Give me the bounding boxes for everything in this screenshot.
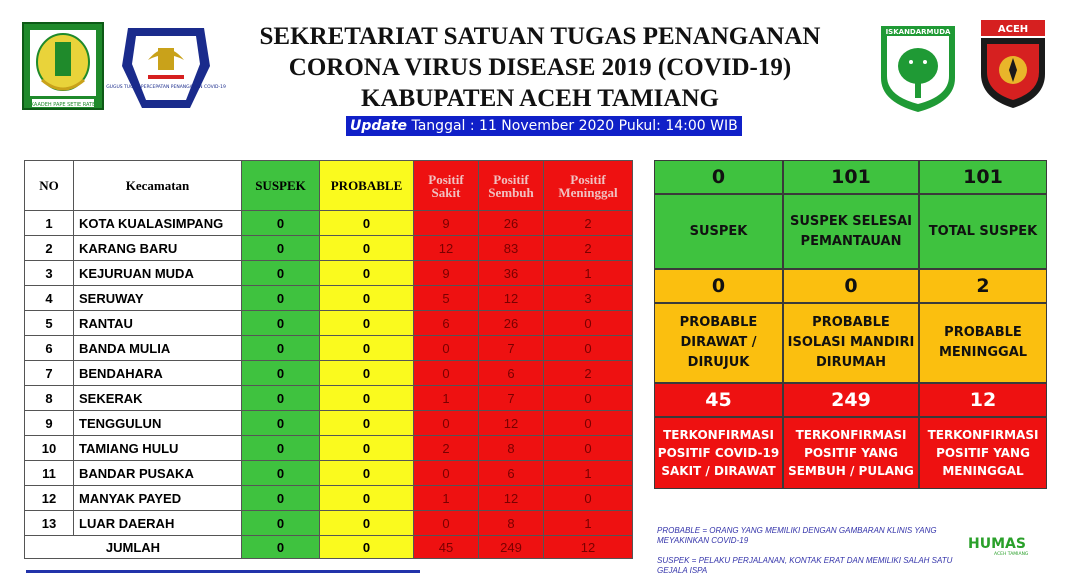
row-positif-meninggal: 2 <box>544 236 633 261</box>
table-row <box>25 386 633 411</box>
row-kecamatan: SERUWAY <box>74 286 242 311</box>
row-no: 2 <box>25 236 74 261</box>
row-positif-sembuh: 8 <box>479 511 544 536</box>
row-positif-sembuh: 7 <box>479 336 544 361</box>
row-suspek: 0 <box>242 211 320 236</box>
row-kecamatan: TAMIANG HULU <box>74 436 242 461</box>
row-positif-sakit: 0 <box>414 336 479 361</box>
bottom-divider <box>26 570 420 573</box>
suspek-selesai-label: SUSPEK SELESAI PEMANTAUAN <box>783 194 919 269</box>
row-probable: 0 <box>320 311 414 336</box>
probable-meninggal-label: PROBABLE MENINGGAL <box>919 303 1047 383</box>
row-probable: 0 <box>320 486 414 511</box>
row-positif-sakit: 6 <box>414 311 479 336</box>
row-positif-meninggal: 0 <box>544 436 633 461</box>
update-label: Update <box>350 118 408 134</box>
kecamatan-table <box>24 160 633 559</box>
row-positif-meninggal: 2 <box>544 361 633 386</box>
header-title-line1: SEKRETARIAT SATUAN TUGAS PENANGANAN <box>259 23 821 50</box>
row-positif-sembuh: 12 <box>479 486 544 511</box>
row-no: 13 <box>25 511 74 536</box>
table-row <box>25 336 633 361</box>
header-suspek: SUSPEK <box>242 161 320 211</box>
footnote-probable: PROBABLE = ORANG YANG MEMILIKI DENGAN GAMBARAN KLINIS YANG MEYAKINKAN COVID-19 <box>657 526 937 545</box>
row-suspek: 0 <box>242 511 320 536</box>
row-probable: 0 <box>320 361 414 386</box>
row-probable: 0 <box>320 386 414 411</box>
row-positif-meninggal: 0 <box>544 486 633 511</box>
humas-subtext: ACEH TAMIANG <box>994 552 1029 557</box>
table-header-row <box>25 161 633 211</box>
footnote-suspek: SUSPEK = PELAKU PERJALANAN, KONTAK ERAT DAN MEMILIKI SALAH SATU GEJALA ISPA <box>657 556 953 575</box>
row-positif-sakit: 0 <box>414 511 479 536</box>
konfirmasi-label-row <box>654 417 1047 489</box>
suspek-selesai-count: 101 <box>783 160 919 194</box>
row-kecamatan: MANYAK PAYED <box>74 486 242 511</box>
row-positif-sembuh: 12 <box>479 286 544 311</box>
konfirmasi-meninggal-count: 12 <box>919 383 1047 417</box>
row-probable: 0 <box>320 286 414 311</box>
table-row <box>25 436 633 461</box>
row-suspek: 0 <box>242 261 320 286</box>
gugus-tugas-text: GUGUS TUGAS PERCEPATAN PENANGANAN COVID-19 <box>106 85 226 90</box>
header-no: NO <box>25 161 74 211</box>
row-positif-meninggal: 0 <box>544 386 633 411</box>
row-positif-sembuh: 26 <box>479 311 544 336</box>
table-row <box>25 361 633 386</box>
row-positif-sembuh: 12 <box>479 411 544 436</box>
table-row <box>25 461 633 486</box>
row-positif-sakit: 0 <box>414 411 479 436</box>
row-positif-sakit: 0 <box>414 361 479 386</box>
total-suspek-label: TOTAL SUSPEK <box>919 194 1047 269</box>
row-suspek: 0 <box>242 436 320 461</box>
row-positif-sembuh: 8 <box>479 436 544 461</box>
row-positif-meninggal: 1 <box>544 511 633 536</box>
row-positif-meninggal: 1 <box>544 261 633 286</box>
total-probable: 0 <box>320 536 414 559</box>
total-suspek: 0 <box>242 536 320 559</box>
aceh-tamiang-emblem <box>22 22 104 110</box>
row-no: 3 <box>25 261 74 286</box>
probable-isolasi-count: 0 <box>783 269 919 303</box>
probable-isolasi-label: PROBABLE ISOLASI MANDIRI DIRUMAH <box>783 303 919 383</box>
row-no: 9 <box>25 411 74 436</box>
row-kecamatan: KOTA KUALASIMPANG <box>74 211 242 236</box>
summary-panel <box>654 160 1047 489</box>
total-label: JUMLAH <box>25 536 242 559</box>
row-suspek: 0 <box>242 361 320 386</box>
konfirmasi-number-row <box>654 383 1047 417</box>
row-no: 12 <box>25 486 74 511</box>
konfirmasi-meninggal-label: TERKONFIRMASI POSITIF YANG MENINGGAL <box>919 417 1047 489</box>
gugus-tugas-logo <box>106 20 226 112</box>
row-probable: 0 <box>320 236 414 261</box>
total-sakit: 45 <box>414 536 479 559</box>
table-row <box>25 211 633 236</box>
row-positif-sakit: 9 <box>414 261 479 286</box>
table-row <box>25 286 633 311</box>
row-suspek: 0 <box>242 236 320 261</box>
suspek-count: 0 <box>654 160 783 194</box>
row-positif-sakit: 2 <box>414 436 479 461</box>
probable-number-row <box>654 269 1047 303</box>
row-positif-sakit: 1 <box>414 386 479 411</box>
table-row <box>25 236 633 261</box>
row-positif-sakit: 9 <box>414 211 479 236</box>
row-positif-meninggal: 1 <box>544 461 633 486</box>
header-title-line3: KABUPATEN ACEH TAMIANG <box>361 85 719 112</box>
table-row <box>25 511 633 536</box>
iskandar-muda-text: ISKANDARMUDA <box>885 28 951 36</box>
polda-aceh-text: ACEH <box>997 24 1029 35</box>
row-positif-sakit: 12 <box>414 236 479 261</box>
header-positif-meninggal: Positif Meninggal <box>544 161 633 211</box>
row-no: 11 <box>25 461 74 486</box>
humas-text: HUMAS <box>968 536 1026 552</box>
row-probable: 0 <box>320 336 414 361</box>
konfirmasi-sakit-label: TERKONFIRMASI POSITIF COVID-19 SAKIT / DIRAWAT <box>654 417 783 489</box>
iskandar-muda-emblem <box>877 22 959 114</box>
row-no: 1 <box>25 211 74 236</box>
row-positif-sembuh: 6 <box>479 361 544 386</box>
probable-dirawat-count: 0 <box>654 269 783 303</box>
row-no: 8 <box>25 386 74 411</box>
update-timestamp <box>346 116 742 136</box>
row-positif-sembuh: 6 <box>479 461 544 486</box>
polda-aceh-emblem <box>973 14 1053 110</box>
row-no: 6 <box>25 336 74 361</box>
konfirmasi-sembuh-label: TERKONFIRMASI POSITIF YANG SEMBUH / PULANG <box>783 417 919 489</box>
probable-dirawat-label: PROBABLE DIRAWAT / DIRUJUK <box>654 303 783 383</box>
row-probable: 0 <box>320 211 414 236</box>
row-probable: 0 <box>320 411 414 436</box>
table-row <box>25 261 633 286</box>
header-positif-sakit: Positif Sakit <box>414 161 479 211</box>
row-suspek: 0 <box>242 336 320 361</box>
row-kecamatan: BENDAHARA <box>74 361 242 386</box>
suspek-number-row <box>654 160 1047 194</box>
row-no: 7 <box>25 361 74 386</box>
header-probable: PROBABLE <box>320 161 414 211</box>
row-no: 10 <box>25 436 74 461</box>
row-positif-meninggal: 0 <box>544 411 633 436</box>
row-probable: 0 <box>320 261 414 286</box>
row-positif-meninggal: 3 <box>544 286 633 311</box>
row-probable: 0 <box>320 436 414 461</box>
row-positif-sembuh: 83 <box>479 236 544 261</box>
row-suspek: 0 <box>242 286 320 311</box>
suspek-label-row <box>654 194 1047 269</box>
update-text: Tanggal : 11 November 2020 Pukul: 14:00 WIB <box>407 118 738 134</box>
konfirmasi-sembuh-count: 249 <box>783 383 919 417</box>
row-positif-sembuh: 7 <box>479 386 544 411</box>
table-total-row <box>25 536 633 559</box>
table-row <box>25 486 633 511</box>
row-positif-sakit: 0 <box>414 461 479 486</box>
row-positif-sembuh: 26 <box>479 211 544 236</box>
total-suspek-count: 101 <box>919 160 1047 194</box>
row-suspek: 0 <box>242 311 320 336</box>
row-kecamatan: TENGGULUN <box>74 411 242 436</box>
row-kecamatan: RANTAU <box>74 311 242 336</box>
row-kecamatan: LUAR DAERAH <box>74 511 242 536</box>
header-positif-sembuh: Positif Sembuh <box>479 161 544 211</box>
row-suspek: 0 <box>242 411 320 436</box>
probable-meninggal-count: 2 <box>919 269 1047 303</box>
row-kecamatan: BANDA MULIA <box>74 336 242 361</box>
row-positif-sakit: 5 <box>414 286 479 311</box>
total-sembuh: 249 <box>479 536 544 559</box>
row-suspek: 0 <box>242 486 320 511</box>
konfirmasi-sakit-count: 45 <box>654 383 783 417</box>
header-kecamatan: Kecamatan <box>74 161 242 211</box>
table-row <box>25 411 633 436</box>
row-positif-meninggal: 2 <box>544 211 633 236</box>
row-probable: 0 <box>320 511 414 536</box>
total-meninggal: 12 <box>544 536 633 559</box>
row-positif-sembuh: 36 <box>479 261 544 286</box>
row-positif-sakit: 1 <box>414 486 479 511</box>
aceh-tamiang-motto: KAADEH PAPE SETIE RATE <box>30 102 96 108</box>
row-no: 5 <box>25 311 74 336</box>
row-suspek: 0 <box>242 386 320 411</box>
table-row <box>25 311 633 336</box>
row-kecamatan: KARANG BARU <box>74 236 242 261</box>
row-kecamatan: SEKERAK <box>74 386 242 411</box>
humas-logo <box>966 534 1052 556</box>
suspek-label: SUSPEK <box>654 194 783 269</box>
row-positif-meninggal: 0 <box>544 311 633 336</box>
header-title-line2: CORONA VIRUS DISEASE 2019 (COVID-19) <box>288 54 792 81</box>
row-kecamatan: KEJURUAN MUDA <box>74 261 242 286</box>
row-kecamatan: BANDAR PUSAKA <box>74 461 242 486</box>
row-probable: 0 <box>320 461 414 486</box>
row-positif-meninggal: 0 <box>544 336 633 361</box>
row-suspek: 0 <box>242 461 320 486</box>
probable-label-row <box>654 303 1047 383</box>
row-no: 4 <box>25 286 74 311</box>
